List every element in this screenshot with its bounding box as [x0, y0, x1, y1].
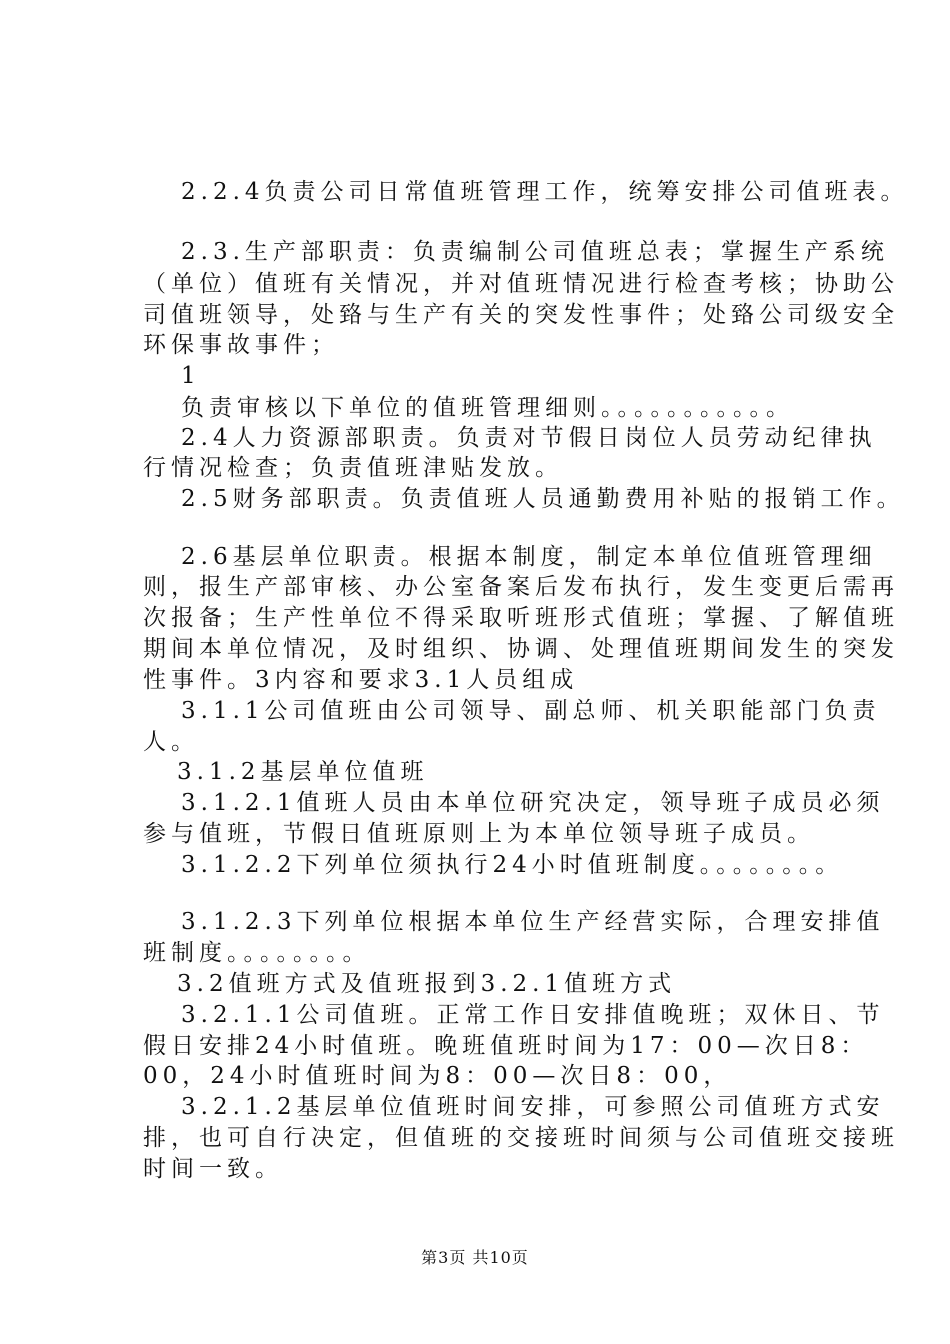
text-line-13: 次报备；生产性单位不得采取听班形式值班；掌握、了解值班: [143, 605, 899, 631]
text-line-20: 参与值班，节假日值班原则上为本单位领导班子成员。: [143, 821, 815, 847]
text-line-16: 3.1.1公司值班由公司领导、副总师、机关职能部门负责: [181, 698, 881, 724]
text-line-14: 期间本单位情况，及时组织、协调、处理值班期间发生的突发: [143, 636, 899, 662]
text-line-24: 3.2值班方式及值班报到3.2.1值班方式: [177, 971, 677, 997]
text-line-1: 2.2.4负责公司日常值班管理工作，统筹安排公司值班表。: [181, 179, 909, 205]
text-line-27: 00，24小时值班时间为8：00—次日8：00，: [143, 1063, 732, 1089]
text-line-4: 司值班领导，处臵与生产有关的突发性事件；处臵公司级安全: [143, 302, 899, 328]
text-line-28: 3.2.1.2基层单位值班时间安排，可参照公司值班方式安: [181, 1094, 885, 1120]
text-line-30: 时间一致。: [143, 1156, 283, 1182]
text-line-3: （单位）值班有关情况，并对值班情况进行检查考核；协助公: [143, 271, 899, 297]
page-footer: 第3页 共10页: [421, 1248, 529, 1267]
text-line-19: 3.1.2.1值班人员由本单位研究决定，领导班子成员必须: [181, 790, 885, 816]
text-line-10: 2.5财务部职责。负责值班人员通勤费用补贴的报销工作。: [181, 486, 905, 512]
text-line-2: 2.3.生产部职责：负责编制公司值班总表；掌握生产系统: [181, 239, 889, 265]
text-line-5: 环保事故事件；: [143, 332, 339, 358]
text-line-7: 负责审核以下单位的值班管理细则。。。。。。。。。。。: [181, 395, 794, 421]
text-line-26: 假日安排24小时值班。晚班值班时间为17：00—次日8：: [143, 1033, 869, 1059]
text-line-8: 2.4人力资源部职责。负责对节假日岗位人员劳动纪律执: [181, 425, 877, 451]
text-line-15: 性事件。3内容和要求3.1人员组成: [143, 667, 579, 693]
text-line-12: 则，报生产部审核、办公室备案后发布执行，发生变更后需再: [143, 574, 899, 600]
text-line-29: 排，也可自行决定，但值班的交接班时间须与公司值班交接班: [143, 1125, 899, 1151]
text-line-9: 行情况检查；负责值班津贴发放。: [143, 455, 563, 481]
text-line-25: 3.2.1.1公司值班。正常工作日安排值晚班；双休日、节: [181, 1002, 885, 1028]
text-line-18: 3.1.2基层单位值班: [177, 759, 429, 785]
text-line-21: 3.1.2.2下列单位须执行24小时值班制度。。。。。。。。: [181, 852, 844, 878]
text-line-23: 班制度。。。。。。。。: [143, 940, 371, 966]
text-line-17: 人。: [143, 729, 199, 755]
text-line-22: 3.1.2.3下列单位根据本单位生产经营实际，合理安排值: [181, 909, 885, 935]
text-line-11: 2.6基层单位职责。根据本制度，制定本单位值班管理细: [181, 544, 877, 570]
page-number-marker: 1: [181, 363, 201, 389]
